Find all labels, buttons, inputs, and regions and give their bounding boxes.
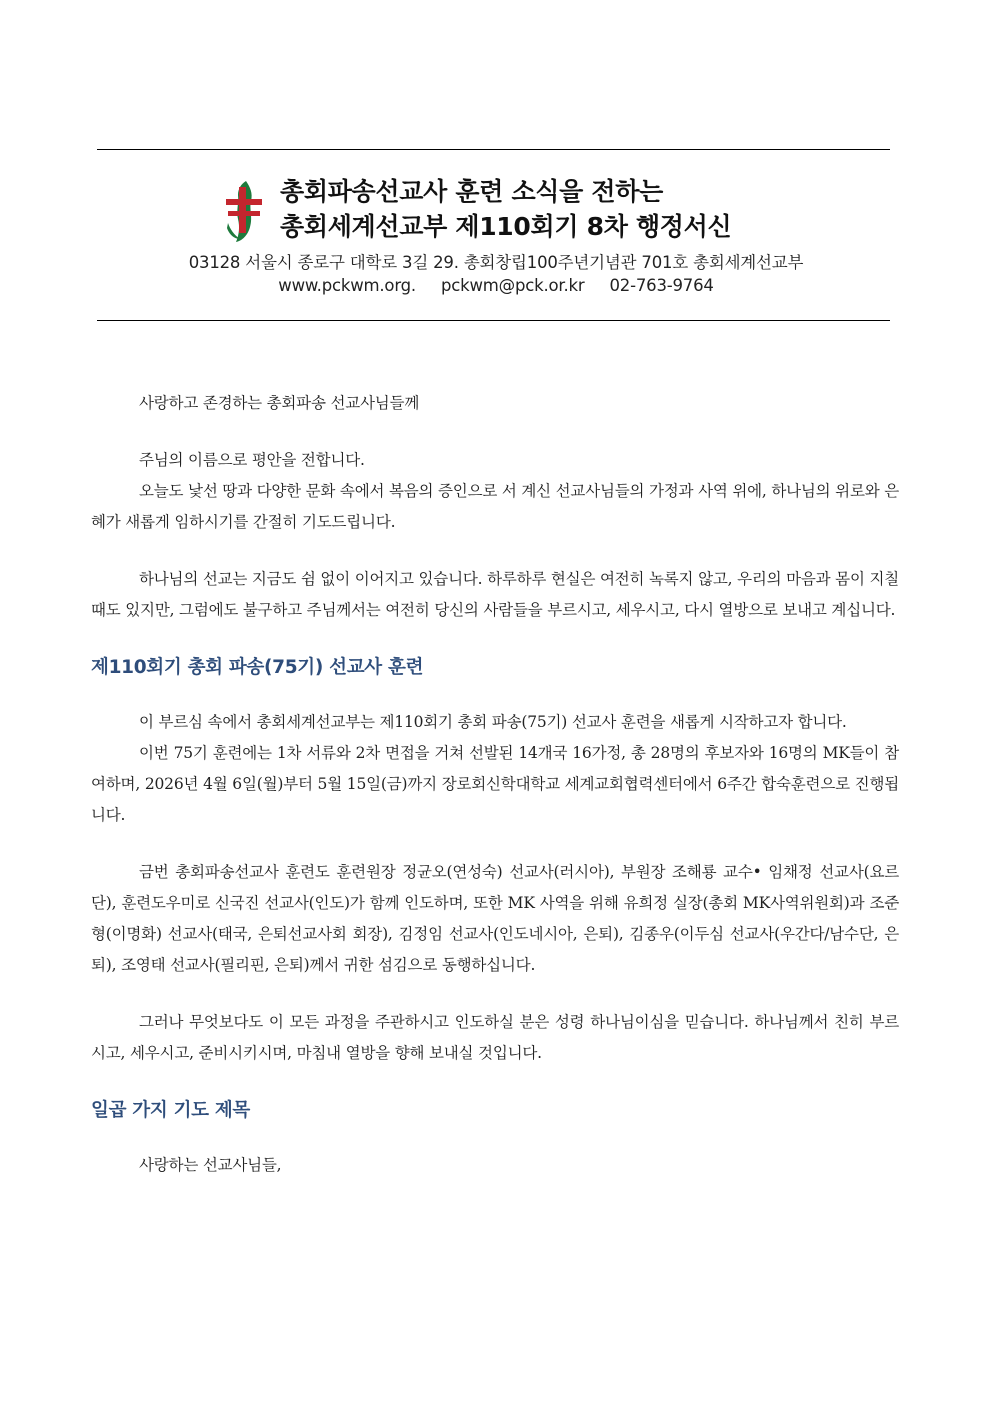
paragraph-2: 오늘도 낯선 땅과 다양한 문화 속에서 복음의 증인으로 서 계신 선교사님들의 가정과 사역 위에, 하나님의 위로와 은혜가 새롭게 임하시기를 간절히 기도드립니다. [91,482,899,531]
greeting: 사랑하고 존경하는 총회파송 선교사님들께 [139,394,420,412]
phone-number: 02-763-9764 [609,276,714,295]
paragraph-5: 이번 75기 훈련에는 1차 서류와 2차 면접을 거쳐 선발된 14개국 16가정, 총 28명의 후보자와 16명의 MK들이 참여하며, 2026년 4월 6일(월)부터 5월 15일(금)까지 장로회신학대학교 세계교회협력센터에서 6주간 합숙훈련으로 진행됩니다. [91,744,899,824]
paragraph-6: 금번 총회파송선교사 훈련도 훈련원장 정균오(연성숙) 선교사(러시아), 부원장 조해룡 교수• 임채정 선교사(요르단), 훈련도우미로 신국진 선교사(인도)가 함께 인도하며, 또한 MK 사역을 위해 유희정 실장(총회 MK사역위원회)과 조준형(이명화) 선교사(태국, 은퇴선교사회 회장), 김정임 선교사(인도네시아, 은퇴), 김종우(이두심 선교사(우간다/남수단, 은퇴), 조영태 선교사(필리핀, 은퇴)께서 귀한 섬김으로 동행하십니다. [91,863,899,974]
paragraph-8: 사랑하는 선교사님들, [139,1156,282,1174]
paragraph-3: 하나님의 선교는 지금도 쉼 없이 이어지고 있습니다. 하루하루 현실은 여전히 녹록지 않고, 우리의 마음과 몸이 지칠 때도 있지만, 그럼에도 불구하고 주님께서는 여전히 당신의 사람들을 부르시고, 세우시고, 다시 열방으로 보내고 계십니다. [91,570,899,619]
paragraph-7: 그러나 무엇보다도 이 모든 과정을 주관하시고 인도하실 분은 성령 하나님이심을 믿습니다. 하나님께서 친히 부르시고, 세우시고, 준비시키시며, 마침내 열방을 향해 보내실 것입니다. [91,1013,899,1062]
section-heading-training: 제110회기 총회 파송(75기) 선교사 훈련 [91,657,424,678]
header-title-line1: 총회파송선교사 훈련 소식을 전하는 [280,177,663,206]
paragraph-1: 주님의 이름으로 평안을 전합니다. [139,451,365,469]
website-link[interactable]: www.pckwm.org. [278,276,416,295]
header-address: 03128 서울시 종로구 대학로 3길 29. 총회창립100주년기념관 701호 총회세계선교부 [188,253,804,272]
header-contact [0,276,992,295]
email-link[interactable]: pckwm@pck.or.kr [440,276,585,295]
section-heading-prayer: 일곱 가지 기도 제목 [91,1100,250,1121]
cross-logo-icon [220,179,270,243]
header-top-rule [97,149,890,150]
header-bottom-rule [97,320,890,321]
header-title-line2: 총회세계선교부 제110회기 8차 행정서신 [280,212,732,241]
paragraph-4: 이 부르심 속에서 총회세계선교부는 제110회기 총회 파송(75기) 선교사 훈련을 새롭게 시작하고자 합니다. [139,713,847,731]
letter-body [91,388,899,1181]
